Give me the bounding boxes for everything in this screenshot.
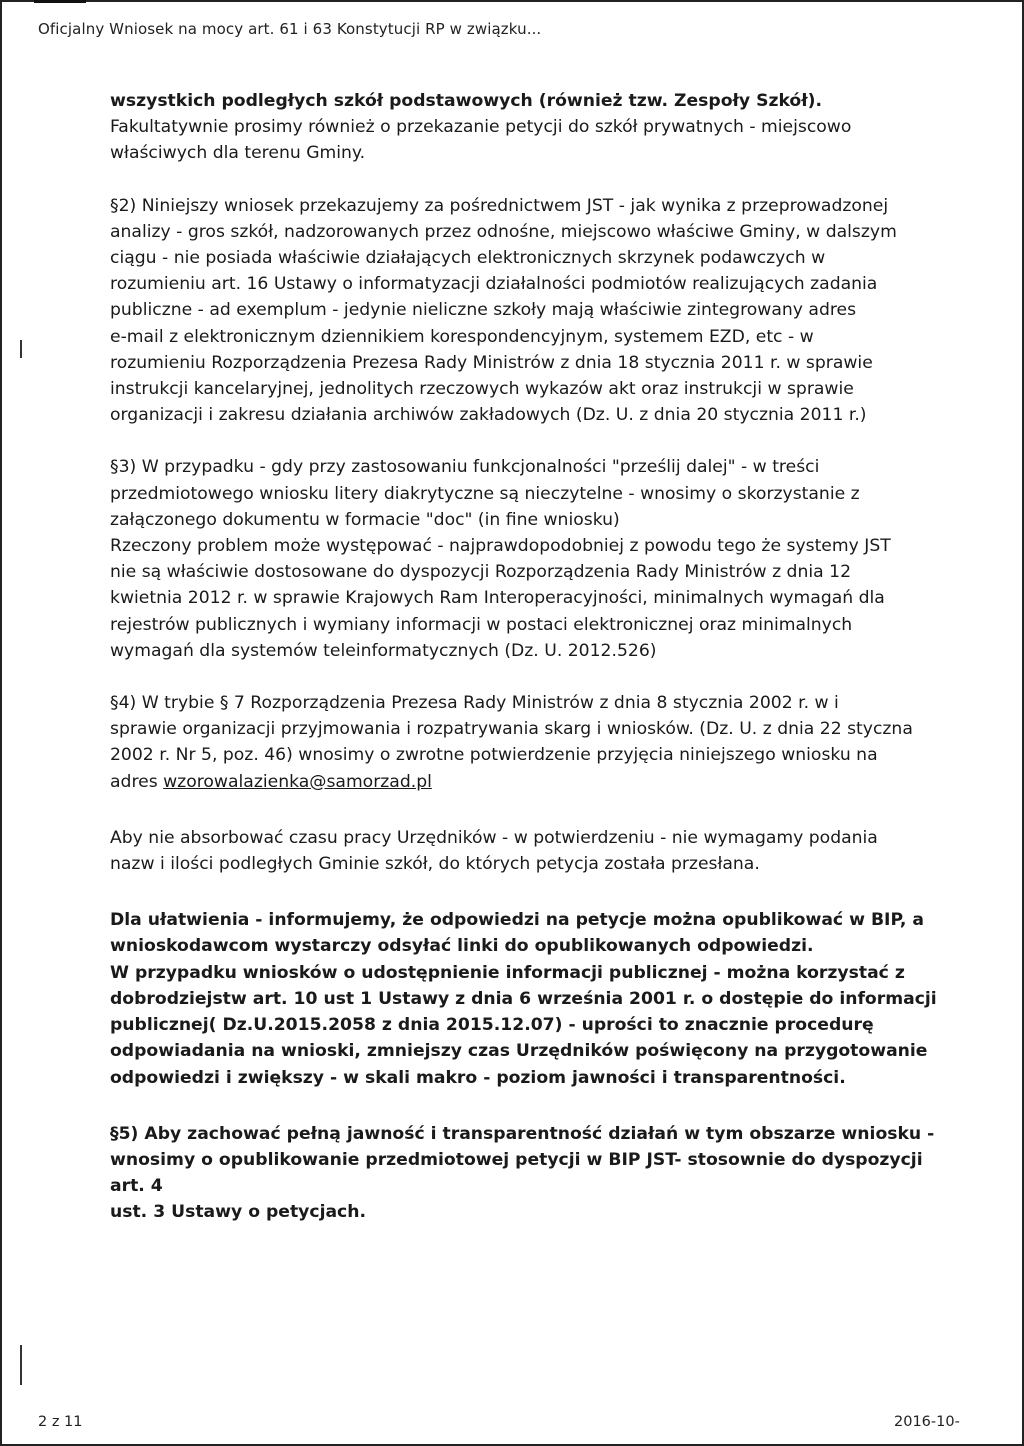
text-line: Aby nie absorbować czasu pracy Urzędników - w potwierdzeniu - nie wymagamy podania (110, 827, 878, 848)
document-body (110, 88, 960, 1226)
page-border-top (0, 0, 1024, 2)
paragraph-3 (110, 454, 960, 664)
document-header: Oficjalny Wniosek na mocy art. 61 i 63 Konstytucji RP w związku... (38, 20, 542, 38)
text-line: nazw i ilości podległych Gminie szkół, do których petycja została przesłana. (110, 854, 760, 875)
text-line: W przypadku wniosków o udostępnienie informacji publicznej - można korzystać z (110, 962, 905, 983)
text-line: rejestrów publicznych i wymiany informacji w postaci elektronicznej oraz minimalnych (110, 614, 853, 635)
text-line: wszystkich podległych szkół podstawowych (również tzw. Zespoły Szkół). (110, 91, 823, 111)
text-line: 2002 r. Nr 5, poz. 46) wnosimy o zwrotne potwierdzenie przyjęcia niniejszego wniosku na (110, 745, 878, 766)
text-line: załączonego dokumentu w formacie "doc" (in fine wniosku) (110, 509, 620, 530)
text-line: §3) W przypadku - gdy przy zastosowaniu funkcjonalności "prześlij dalej" - w treści (110, 457, 820, 478)
text-line: Dla ułatwienia - informujemy, że odpowiedzi na petycje można opublikować w BIP, a (110, 910, 924, 931)
text-line: rozumieniu Rozporządzenia Prezesa Rady Ministrów z dnia 18 stycznia 2011 r. w sprawie (110, 352, 873, 373)
text-line: §2) Niniejszy wniosek przekazujemy za pośrednictwem JST - jak wynika z przeprowadzonej (110, 195, 889, 216)
page-number: 2 z 11 (38, 1414, 83, 1430)
text-line: dobrodziejstw art. 10 ust 1 Ustawy z dnia 6 września 2001 r. o dostępie do informacji (110, 988, 937, 1009)
text-line: nie są właściwie dostosowane do dyspozycji Rozporządzenia Rady Ministrów z dnia 12 (110, 562, 851, 583)
paragraph-6 (110, 907, 960, 1090)
text-line: wymagań dla systemów teleinformatycznych (Dz. U. 2012.526) (110, 640, 657, 661)
paragraph-7 (110, 1121, 960, 1226)
text-line: właściwych dla terenu Gminy. (110, 143, 366, 164)
text-line: przedmiotowego wniosku litery diakrytyczne są nieczytelne - wnosimy o skorzystanie z (110, 483, 860, 504)
margin-tick (20, 340, 22, 358)
text-line: wnosimy o opublikowanie przedmiotowej petycji w BIP JST- stosownie do dyspozycji art. 4 (110, 1149, 923, 1197)
text-line: odpowiedzi i zwiększy - w skali makro - poziom jawności i transparentności. (110, 1067, 846, 1088)
text-line: publicznej( Dz.U.2015.2058 z dnia 2015.12.07) - uprości to znacznie procedurę (110, 1015, 874, 1036)
text-line: §4) W trybie § 7 Rozporządzenia Prezesa Rady Ministrów z dnia 8 stycznia 2002 r. w i (110, 693, 839, 714)
text-line: §5) Aby zachować pełną jawność i transparentność działań w tym obszarze wniosku - (110, 1123, 935, 1144)
text-line: instrukcji kancelaryjnej, jednolitych rzeczowych wykazów akt oraz instrukcji w sprawie (110, 379, 854, 400)
text-line: e-mail z elektronicznym dziennikiem korespondencyjnym, systemem EZD, etc - w (110, 326, 814, 347)
paragraph-2 (110, 193, 960, 429)
text-line: ust. 3 Ustawy o petycjach. (110, 1202, 367, 1223)
text-line: organizacji i zakresu działania archiwów zakładowych (Dz. U. z dnia 20 stycznia 2011 r.) (110, 405, 867, 426)
text-line (110, 769, 960, 795)
paragraph-4 (110, 690, 960, 795)
text-line: analizy - gros szkół, nadzorowanych przez odnośne, miejscowo właściwe Gminy, w dalszym (110, 221, 897, 242)
paragraph-1 (110, 88, 960, 167)
page-border-left (0, 0, 2, 1446)
text-line: ciągu - nie posiada właściwie działających elektronicznych skrzynek podawczych w (110, 248, 826, 269)
text-line: Rzeczony problem może występować - najprawdopodobniej z powodu tego że systemy JST (110, 536, 891, 557)
print-date: 2016-10- (894, 1414, 960, 1430)
text-line: wnioskodawcom wystarczy odsyłać linki do opublikowanych odpowiedzi. (110, 936, 814, 957)
text-line: publiczne - ad exemplum - jedynie nieliczne szkoły mają właściwie zintegrowany adres (110, 300, 857, 321)
margin-tick (20, 1345, 22, 1385)
paragraph-5 (110, 825, 960, 877)
text-line: odpowiadania na wnioski, zmniejszy czas Urzędników poświęcony na przygotowanie (110, 1041, 928, 1062)
text-line: kwietnia 2012 r. w sprawie Krajowych Ram Interoperacyjności, minimalnych wymagań dla (110, 588, 885, 609)
text-line: Fakultatywnie prosimy również o przekazanie petycji do szkół prywatnych - miejscowo (110, 117, 852, 138)
text-line: rozumieniu art. 16 Ustawy o informatyzacji działalności podmiotów realizujących zadania (110, 274, 878, 295)
top-rule-mark (34, 0, 86, 3)
email-link[interactable]: wzorowalazienka@samorzad.pl (163, 771, 432, 792)
address-prefix: adres (110, 771, 164, 792)
text-line: sprawie organizacji przyjmowania i rozpatrywania skarg i wniosków. (Dz. U. z dnia 22 styczna (110, 719, 913, 740)
